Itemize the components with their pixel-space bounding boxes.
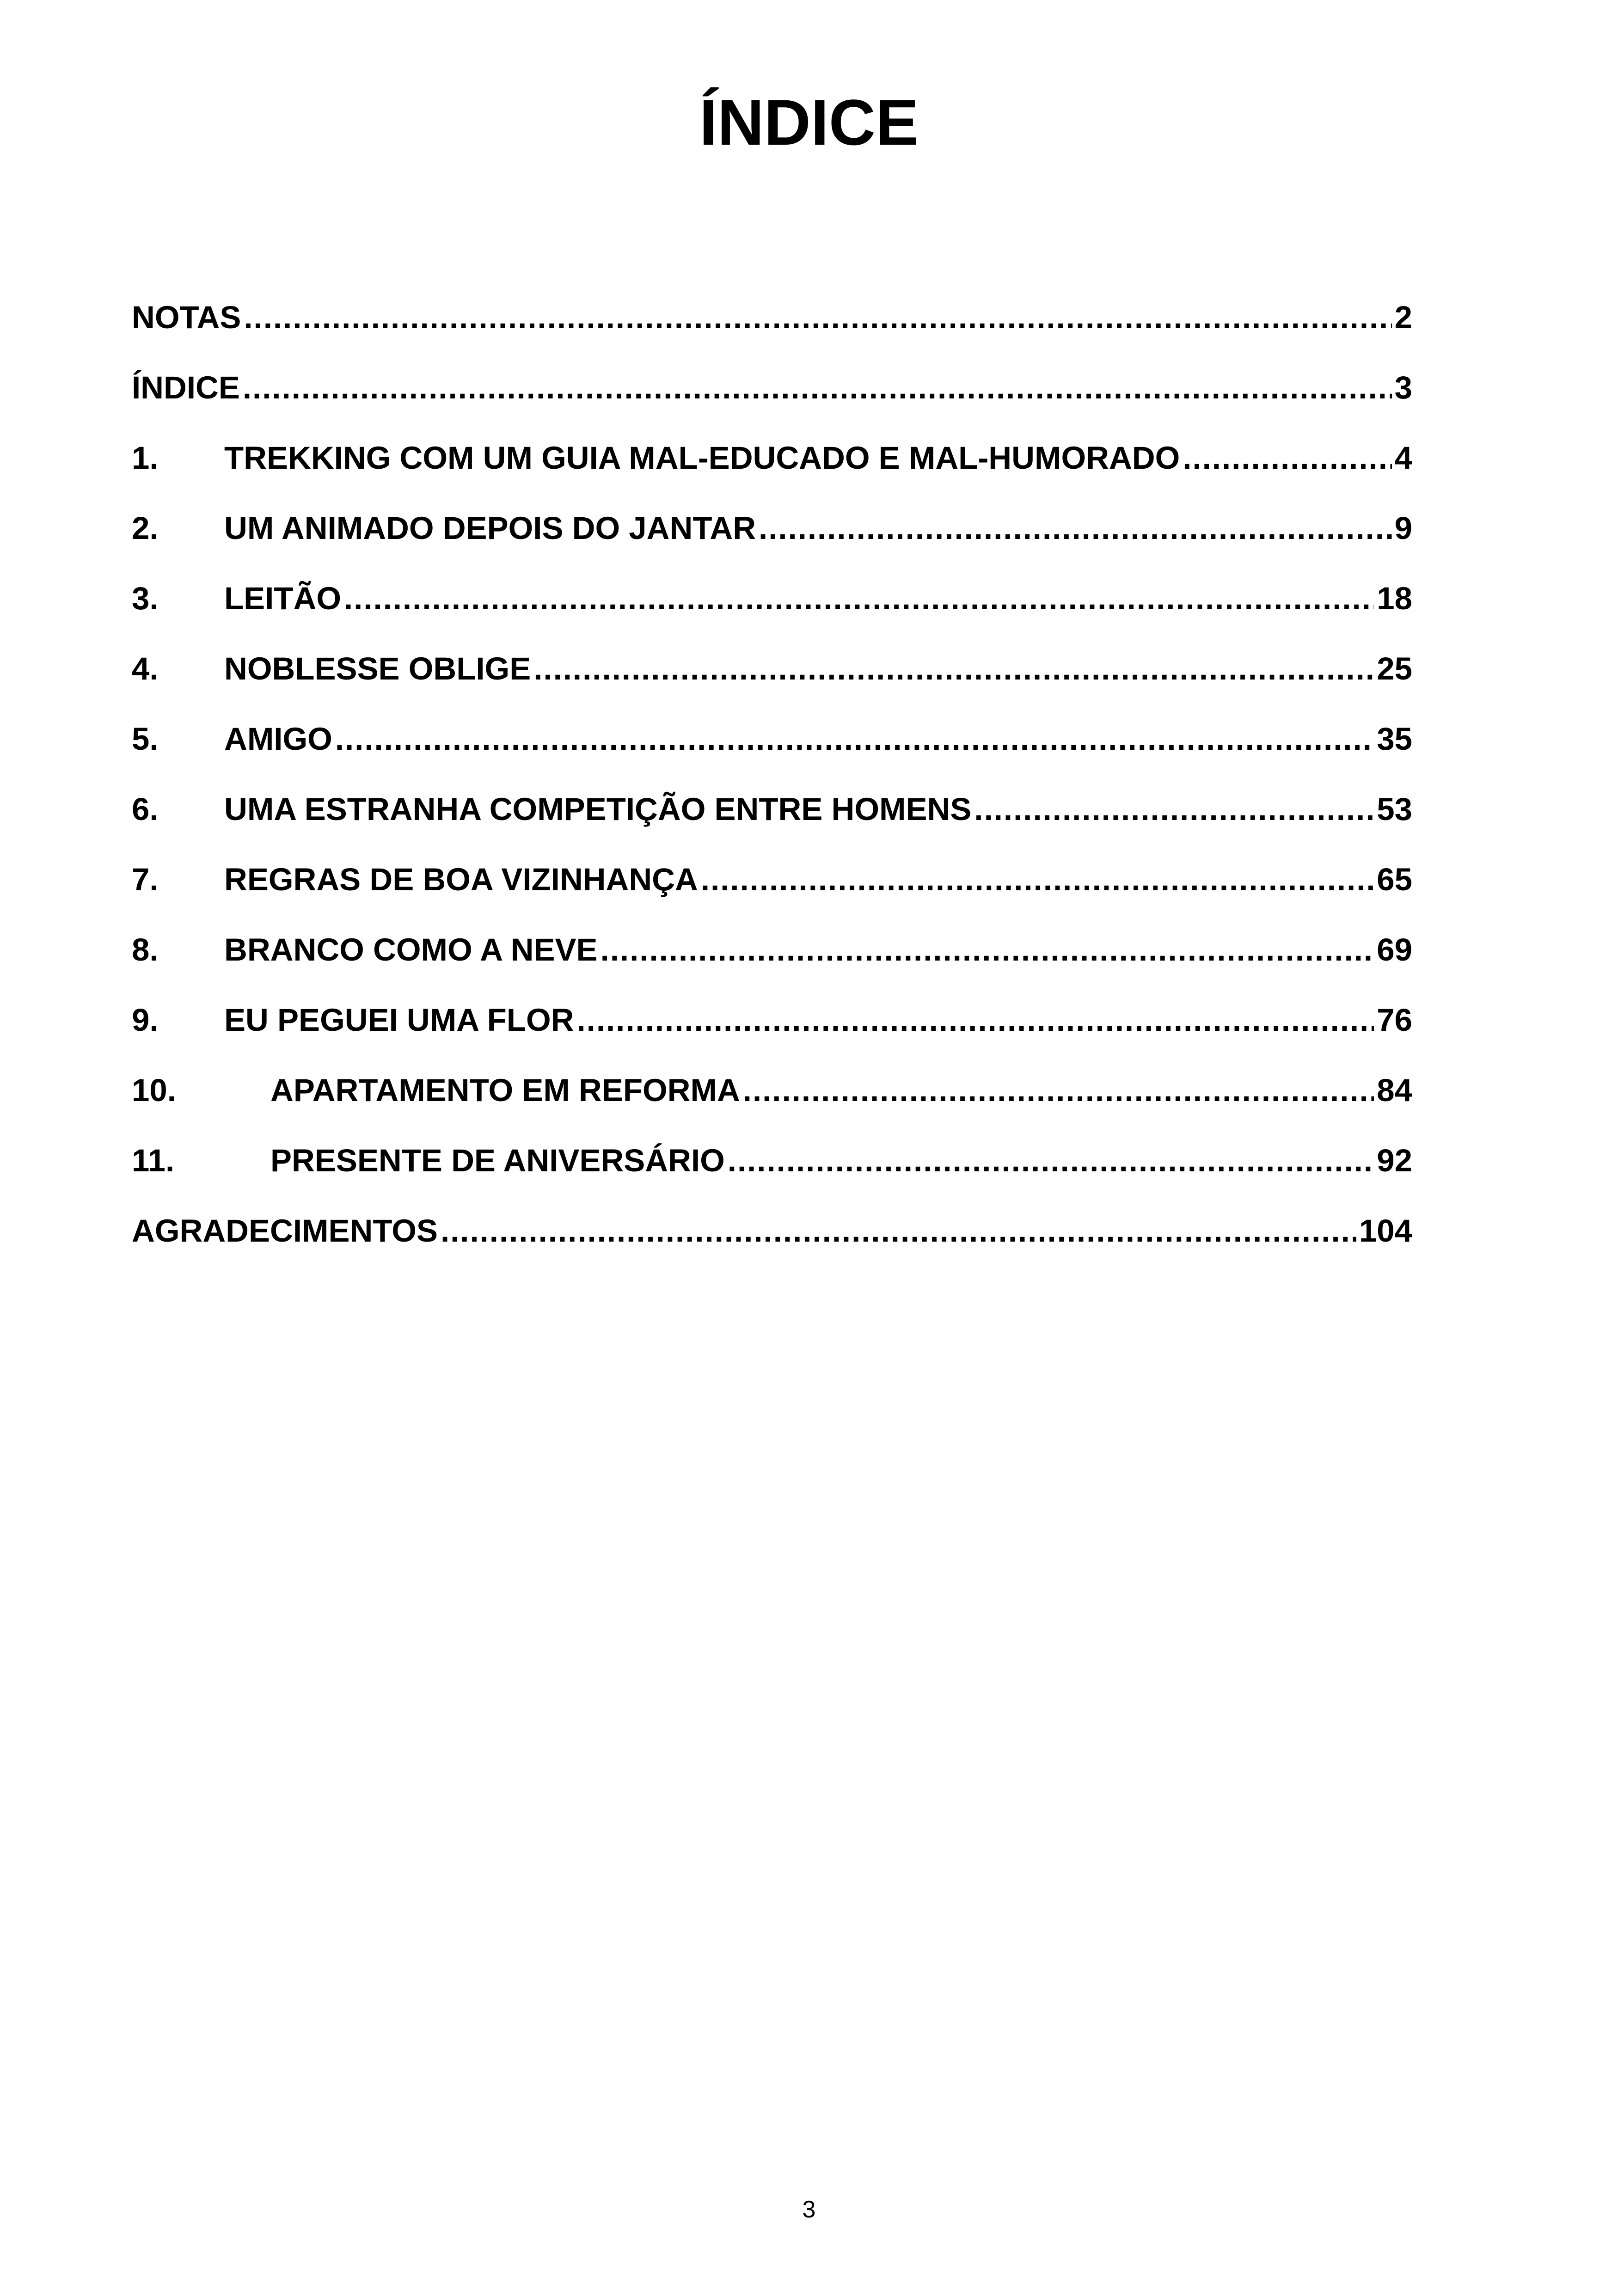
toc-dot-leader [728,1142,1374,1179]
table-of-contents [132,282,1412,1266]
page-title: ÍNDICE [699,86,919,159]
toc-entry-page: 3 [1394,369,1412,405]
toc-entry-number: 6. [132,791,159,827]
toc-entry-title: NOTAS [132,299,241,335]
toc-dot-leader [243,369,1392,406]
toc-entry-chapter-2[interactable] [132,493,1412,563]
toc-entry-number: 1. [132,440,159,476]
toc-entry-number: 10. [132,1072,176,1108]
toc-dot-leader [701,861,1374,898]
toc-entry-page: 92 [1377,1142,1412,1178]
toc-dot-leader [759,510,1392,546]
toc-entry-number: 11. [132,1142,175,1178]
toc-entry-title: NOBLESSE OBLIGE [224,650,531,686]
toc-entry-chapter-4[interactable] [132,633,1412,704]
toc-entry-number: 9. [132,1002,159,1038]
toc-entry-chapter-3[interactable] [132,563,1412,633]
toc-dot-leader [335,721,1374,757]
toc-dot-leader [576,1002,1374,1038]
toc-entry-indice[interactable] [132,352,1412,422]
toc-entry-notas[interactable] [132,282,1412,352]
toc-entry-title: UM ANIMADO DEPOIS DO JANTAR [224,510,756,546]
toc-dot-leader [441,1212,1356,1249]
toc-dot-leader [533,650,1374,687]
toc-entry-page: 9 [1394,510,1412,546]
toc-dot-leader [344,580,1374,617]
toc-entry-page: 84 [1377,1072,1412,1108]
toc-entry-title: AGRADECIMENTOS [132,1212,438,1249]
toc-entry-page: 25 [1377,650,1412,686]
toc-entry-page: 65 [1377,861,1412,897]
toc-entry-number: 3. [132,580,159,616]
toc-entry-chapter-8[interactable] [132,914,1412,985]
toc-entry-number: 7. [132,861,159,897]
toc-entry-agradecimentos[interactable] [132,1195,1412,1266]
page-number: 3 [802,2196,816,2223]
toc-entry-title: BRANCO COMO A NEVE [224,931,598,967]
toc-entry-chapter-7[interactable] [132,844,1412,914]
toc-entry-page: 35 [1377,721,1412,757]
toc-entry-chapter-6[interactable] [132,774,1412,844]
toc-dot-leader [601,931,1374,968]
toc-entry-title: UMA ESTRANHA COMPETIÇÃO ENTRE HOMENS [224,791,972,827]
toc-entry-title: PRESENTE DE ANIVERSÁRIO [270,1142,725,1178]
toc-entry-chapter-5[interactable] [132,704,1412,774]
toc-entry-page: 18 [1377,580,1412,616]
toc-entry-page: 76 [1377,1002,1412,1038]
toc-dot-leader [244,299,1391,336]
toc-dot-leader [743,1072,1374,1108]
toc-entry-page: 2 [1394,299,1412,335]
toc-entry-title: EU PEGUEI UMA FLOR [224,1002,574,1038]
toc-entry-chapter-9[interactable] [132,985,1412,1055]
toc-entry-page: 69 [1377,931,1412,967]
toc-entry-title: REGRAS DE BOA VIZINHANÇA [224,861,698,897]
toc-entry-title: ÍNDICE [132,369,240,405]
toc-entry-number: 5. [132,721,159,757]
toc-entry-page: 53 [1377,791,1412,827]
toc-entry-page: 104 [1359,1212,1412,1249]
toc-entry-page: 4 [1394,440,1412,476]
toc-entry-chapter-10[interactable] [132,1055,1412,1125]
toc-entry-chapter-11[interactable] [132,1125,1412,1195]
toc-entry-number: 8. [132,931,159,967]
toc-entry-title: AMIGO [224,721,332,757]
toc-dot-leader [1183,440,1391,476]
toc-entry-number: 4. [132,650,159,686]
toc-entry-title: TREKKING COM UM GUIA MAL-EDUCADO E MAL-HUMORADO [224,440,1180,476]
toc-entry-title: LEITÃO [224,580,341,616]
toc-entry-title: APARTAMENTO EM REFORMA [270,1072,740,1108]
toc-dot-leader [974,791,1374,827]
toc-entry-chapter-1[interactable] [132,422,1412,493]
toc-entry-number: 2. [132,510,159,546]
